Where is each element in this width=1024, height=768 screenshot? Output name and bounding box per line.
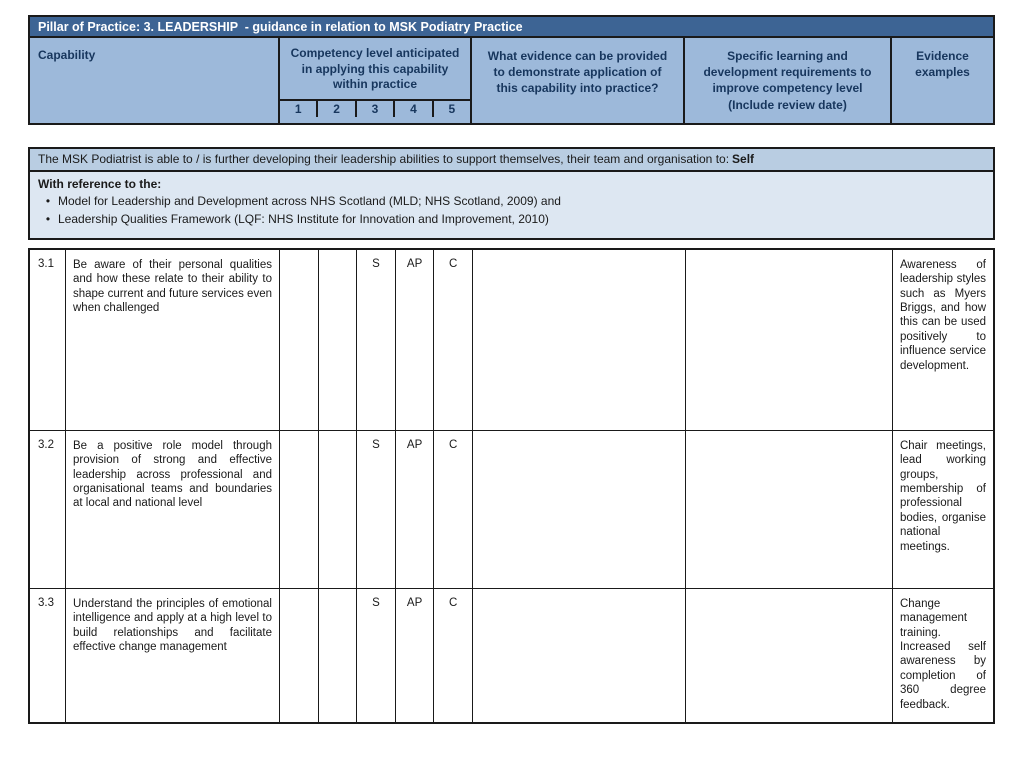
header-level-5: 5: [432, 101, 470, 117]
level-3-cell: S: [356, 431, 395, 588]
level-2-cell: [318, 589, 357, 722]
level-1-cell: [279, 431, 318, 588]
reference-bullet-1-text: Model for Leadership and Development across NHS Scotland (MLD; NHS Scotland, 2009) and: [58, 194, 561, 209]
examples-cell: Change management training. Increased self awareness by completion of 360 degree feedback.: [892, 589, 993, 722]
level-1-cell: [279, 250, 318, 430]
table-row: [30, 430, 993, 588]
level-3-cell: S: [356, 250, 395, 430]
header-level-2: 2: [316, 101, 354, 117]
header-level-1: 1: [294, 102, 302, 116]
learning-cell: [685, 589, 892, 722]
header-competency-level: [278, 38, 470, 123]
level-4-cell: AP: [395, 250, 434, 430]
capability-table: [28, 248, 995, 724]
level-3-cell: S: [356, 589, 395, 722]
reference-bullet-2: [38, 211, 985, 228]
level-5-cell: C: [433, 250, 472, 430]
reference-heading: With reference to the:: [38, 176, 162, 191]
level-1-cell: [279, 589, 318, 722]
banner-bold-suffix: Self: [732, 151, 755, 166]
evidence-cell: [472, 431, 685, 588]
level-4-cell: AP: [395, 431, 434, 588]
level-5-cell: C: [433, 589, 472, 722]
examples-cell: Awareness of leadership styles such as Myers Briggs, and how this can be used positively to influence service development.: [892, 250, 993, 430]
level-5-cell: C: [433, 431, 472, 588]
row-id: 3.3: [38, 596, 54, 609]
bullet-icon: •: [45, 211, 51, 226]
competency-framework-document: [28, 15, 995, 724]
header-level-4: 4: [393, 101, 431, 117]
table-header-block: [28, 15, 995, 125]
header-evidence: What evidence can be provided to demonstrate application of this capability into practice?: [470, 38, 683, 123]
level-2-cell: [318, 431, 357, 588]
header-level-3: 3: [355, 101, 393, 117]
section-banner: [30, 149, 993, 172]
header-learning-line2: (Include review date): [728, 97, 847, 112]
header-competency-label: Competency level anticipated in applying this capability within practice: [290, 46, 460, 92]
header-evidence-examples: Evidence examples: [890, 38, 993, 123]
evidence-cell: [472, 589, 685, 722]
header-learning-line1: Specific learning and development requirements to improve competency level: [703, 49, 872, 96]
table-row: [30, 588, 993, 722]
column-header-row: [30, 38, 993, 123]
level-2-cell: [318, 250, 357, 430]
evidence-cell: [472, 250, 685, 430]
examples-cell: Chair meetings, lead working groups, membership of professional bodies, organise national meetings.: [892, 431, 993, 588]
capability-description: Be aware of their personal qualities and how these relate to their ability to shape current and future services even when challenged: [65, 250, 279, 430]
banner-text: The MSK Podiatrist is able to / is further developing their leadership abilities to support themselves, their team and organisation to:: [38, 151, 730, 166]
learning-cell: [685, 431, 892, 588]
row-id: 3.1: [38, 257, 54, 270]
reference-bullet-2-text: Leadership Qualities Framework (LQF: NHS Institute for Innovation and Improvement, 2010): [58, 211, 549, 226]
learning-cell: [685, 250, 892, 430]
reference-bullet-1: [38, 193, 985, 210]
reference-note: [30, 172, 993, 238]
section-banner-box: [28, 147, 995, 240]
table-row: [30, 250, 993, 430]
header-capability: Capability: [38, 48, 96, 62]
bullet-icon: •: [45, 194, 51, 209]
capability-description: Understand the principles of emotional intelligence and apply at a high level to build relationships and facilitate effective change management: [65, 589, 279, 722]
level-4-cell: AP: [395, 589, 434, 722]
row-id: 3.2: [38, 438, 54, 451]
header-learning-requirements: [683, 38, 890, 123]
document-title: Pillar of Practice: 3. LEADERSHIP - guidance in relation to MSK Podiatry Practice: [30, 17, 993, 38]
header-level-numbers: [280, 99, 470, 117]
capability-description: Be a positive role model through provision of strong and effective leadership across professional and organisational teams and boundaries at local and national level: [65, 431, 279, 588]
